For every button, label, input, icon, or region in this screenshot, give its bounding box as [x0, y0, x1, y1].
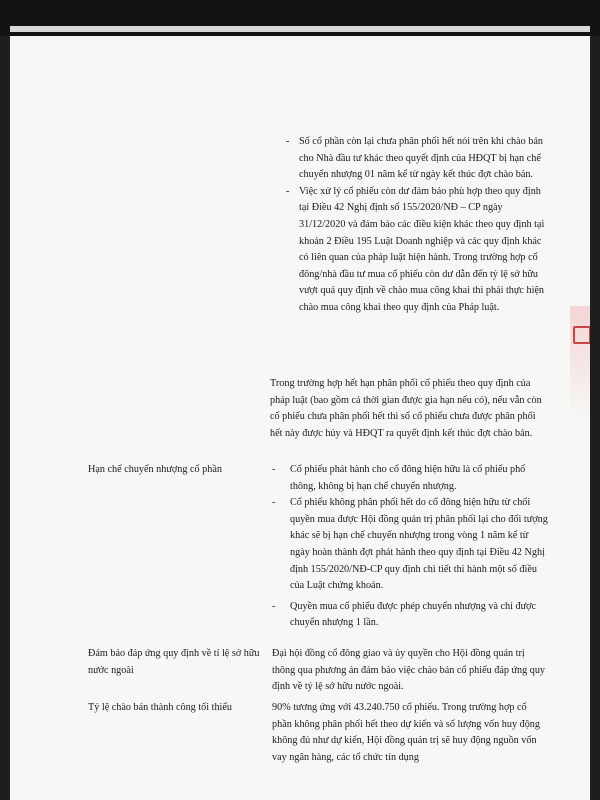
red-stamp-edge [570, 306, 590, 416]
expiry-paragraph: Trong trường hợp hết hạn phân phối cổ phiếu theo quy định của pháp luật (bao gồm cả thời gian được gia hạn nếu có), nếu vẫn còn cổ phiếu chưa phân phối hết thì số cổ phiếu chưa được phân phối hết này được hủy và HĐQT ra quyết định kết thúc đợt chào bán. [270, 378, 542, 439]
row-label-transfer-restriction: Hạn chế chuyển nhượng cổ phần [88, 464, 222, 475]
bullet-item: - Quyền mua cổ phiếu được phép chuyển nhượng và chỉ được chuyển nhượng 1 lần. [272, 599, 548, 632]
document-page [10, 36, 590, 800]
bullet-item: - Cổ phiếu phát hành cho cổ đông hiện hữu là cổ phiếu phổ thông, không bị hạn chế chuyển nhượng. [272, 462, 548, 495]
row-label-foreign-ownership: Đảm bảo đáp ứng quy định về tỉ lệ sở hữu nước ngoài [88, 648, 260, 676]
row-content-transfer-restriction [272, 462, 548, 632]
viewer-top-bar [0, 0, 600, 36]
sale-bullet-list [286, 134, 546, 317]
bullet-item: - Số cổ phần còn lại chưa phân phối hết nói trên khi chào bán cho Nhà đầu tư khác theo quyết định của HĐQT bị hạn chế chuyển nhượng 01 năm kể từ ngày kết thúc đợt chào bán. [286, 134, 546, 184]
bullet-item: - Việc xử lý cổ phiếu còn dư đảm bảo phù hợp theo quy định tại Điều 42 Nghị định số 155/2020/NĐ – CP ngày 31/12/2020 và đảm bảo các điều kiện khác theo quy định tại khoản 2 Điều 195 Luật Doanh nghiệp và các quy định khác có liên quan của pháp luật hiện hành. Trong trường hợp cổ đông/nhà đầu tư mua cổ phiếu còn dư dẫn đến tỷ lệ sở hữu vượt quá quy định về chào mua công khai thì phải thực hiện chào mua công khai theo quy định của Pháp luật. [286, 184, 546, 317]
bullet-item: - Cổ phiếu không phân phối hết do cổ đông hiện hữu từ chối quyền mua được Hội đồng quản trị phân phối lại cho đối tượng khác sẽ bị hạn chế chuyển nhượng trong vòng 1 năm kể từ ngày hoàn thành đợt phát hành theo quy định tại Điều 42 Nghị định 155/2020/NĐ-CP quy định chi tiết thi hành một số điều của Luật chứng khoán. [272, 495, 548, 595]
row-content-foreign-ownership: Đại hội đồng cổ đông giao và ủy quyền cho Hội đồng quản trị thông qua phương án đảm bảo việc chào bán cổ phiếu đáp ứng quy định về tỷ lệ sở hữu nước ngoài. [272, 648, 546, 693]
page-top-edge [10, 26, 590, 32]
row-label-min-success-rate: Tỷ lệ chào bán thành công tối thiểu [88, 702, 232, 713]
row-content-min-success-rate: 90% tương ứng với 43.240.750 cổ phiếu. Trong trường hợp cổ phần không phân phối hết theo dự kiến và số lượng vốn huy động không đủ như dự kiến, Hội đồng quản trị sẽ huy động nguồn vốn vay ngân hàng, các tổ chức tín dụng [272, 702, 540, 763]
